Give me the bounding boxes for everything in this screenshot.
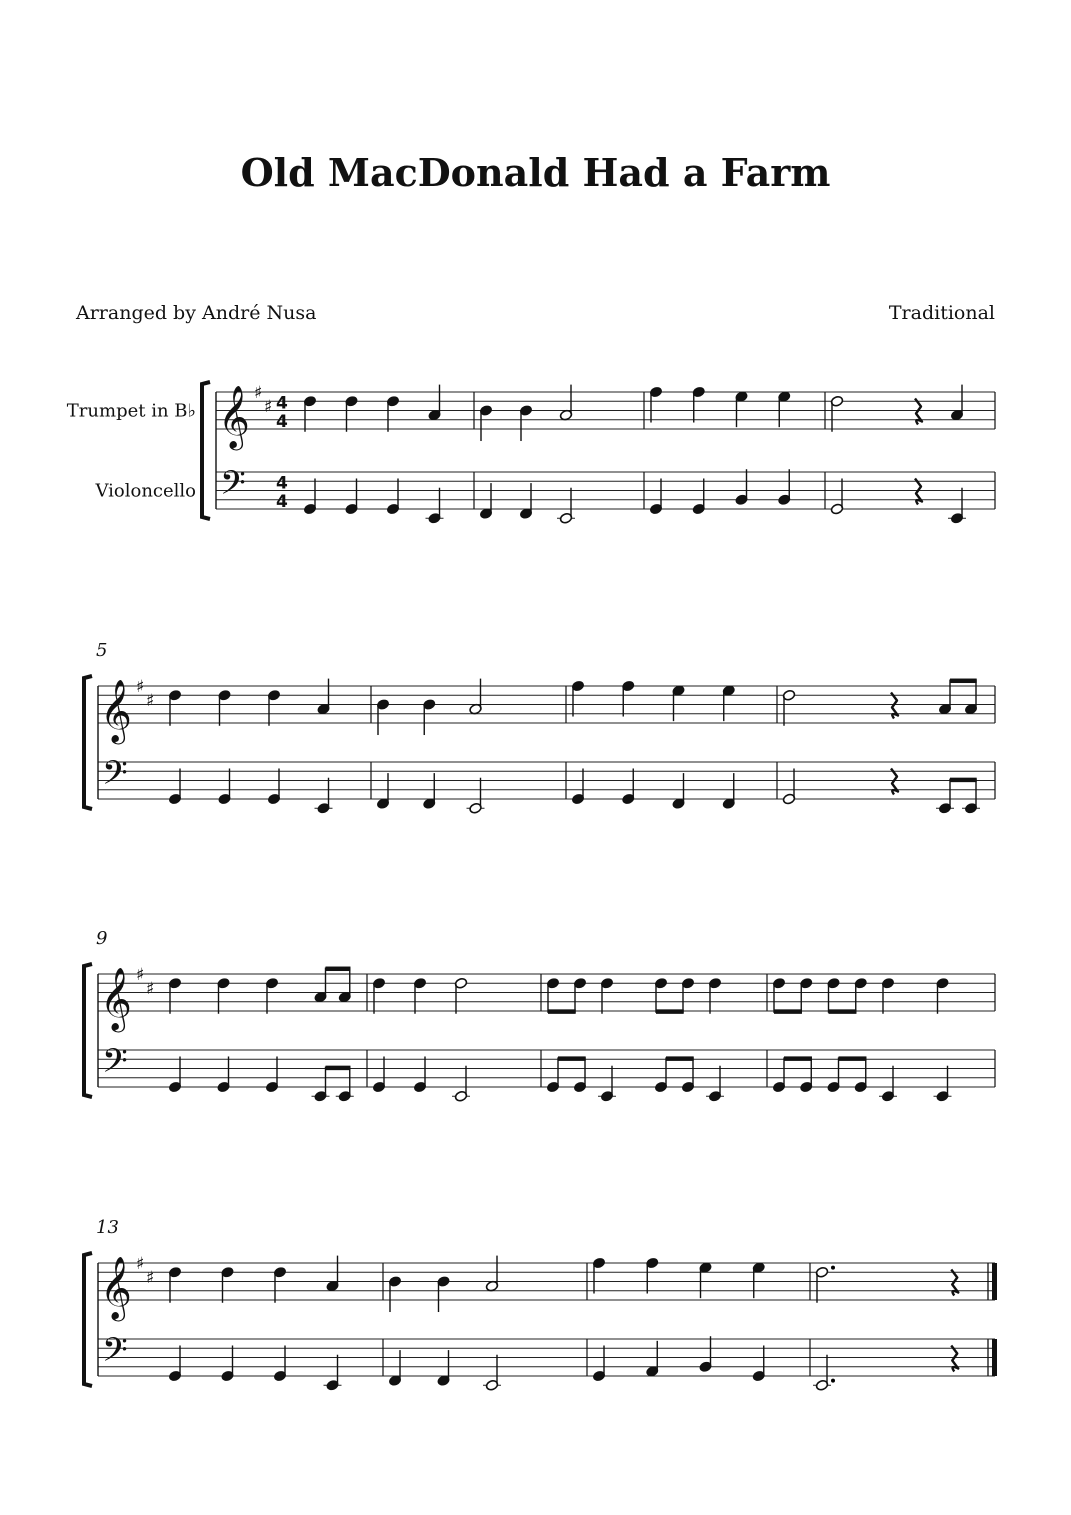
time-signature-numerator: 4: [276, 473, 288, 494]
composer-credit: Traditional: [888, 302, 995, 324]
quarter-rest-icon: [951, 1346, 958, 1372]
sharp-sign-icon: ♯: [146, 690, 155, 711]
arranger-credit: Arranged by André Nusa: [76, 302, 317, 324]
sharp-sign-icon: ♯: [254, 383, 263, 403]
quarter-rest-icon: [915, 399, 922, 425]
eighth-beam: [774, 1009, 802, 1014]
eighth-beam: [950, 679, 977, 684]
bass-clef-icon: 𝄢: [102, 1042, 128, 1089]
quarter-rest-icon: [891, 769, 898, 795]
time-signature-denominator: 4: [276, 492, 288, 512]
eighth-beam: [558, 1056, 586, 1061]
sharp-sign-icon: ♯: [136, 965, 145, 985]
system-bracket: [202, 382, 210, 519]
sharp-sign-icon: ♯: [136, 1254, 145, 1274]
treble-clef-icon: 𝄞: [100, 967, 132, 1030]
eighth-beam: [326, 1066, 351, 1071]
eighth-beam: [784, 1056, 812, 1061]
system-bracket: [84, 1253, 92, 1386]
eighth-beam: [326, 967, 351, 972]
treble-clef-icon: 𝄞: [100, 679, 132, 742]
final-barline: [992, 1263, 997, 1300]
instrument-label-trumpet: Trumpet in B♭: [66, 400, 196, 422]
score-title: Old MacDonald Had a Farm: [240, 150, 831, 195]
bass-clef-icon: 𝄢: [220, 464, 246, 511]
system-bracket: [84, 676, 92, 809]
augmentation-dot: [831, 1266, 835, 1270]
eighth-beam: [950, 778, 977, 783]
quarter-rest-icon: [891, 693, 898, 719]
sharp-sign-icon: ♯: [264, 396, 273, 417]
instrument-label-cello: Violoncello: [95, 480, 196, 502]
augmentation-dot: [831, 1379, 835, 1383]
quarter-rest-icon: [951, 1270, 958, 1296]
final-barline: [992, 1339, 997, 1376]
measure-number: 13: [96, 1217, 119, 1238]
eighth-beam: [656, 1009, 684, 1014]
bass-clef-icon: 𝄢: [102, 754, 128, 801]
time-signature-denominator: 4: [276, 412, 288, 432]
time-signature-numerator: 4: [276, 393, 288, 414]
quarter-rest-icon: [915, 479, 922, 505]
sharp-sign-icon: ♯: [146, 978, 155, 999]
treble-clef-icon: 𝄞: [218, 385, 250, 448]
eighth-beam: [839, 1056, 867, 1061]
measure-number: 5: [96, 640, 108, 661]
treble-clef-icon: 𝄞: [100, 1256, 132, 1319]
sharp-sign-icon: ♯: [146, 1267, 155, 1288]
eighth-beam: [829, 1009, 857, 1014]
measure-number: 9: [96, 928, 108, 949]
system-bracket: [84, 964, 92, 1097]
sharp-sign-icon: ♯: [136, 677, 145, 697]
bass-clef-icon: 𝄢: [102, 1331, 128, 1378]
eighth-beam: [548, 1009, 576, 1014]
eighth-beam: [666, 1056, 694, 1061]
